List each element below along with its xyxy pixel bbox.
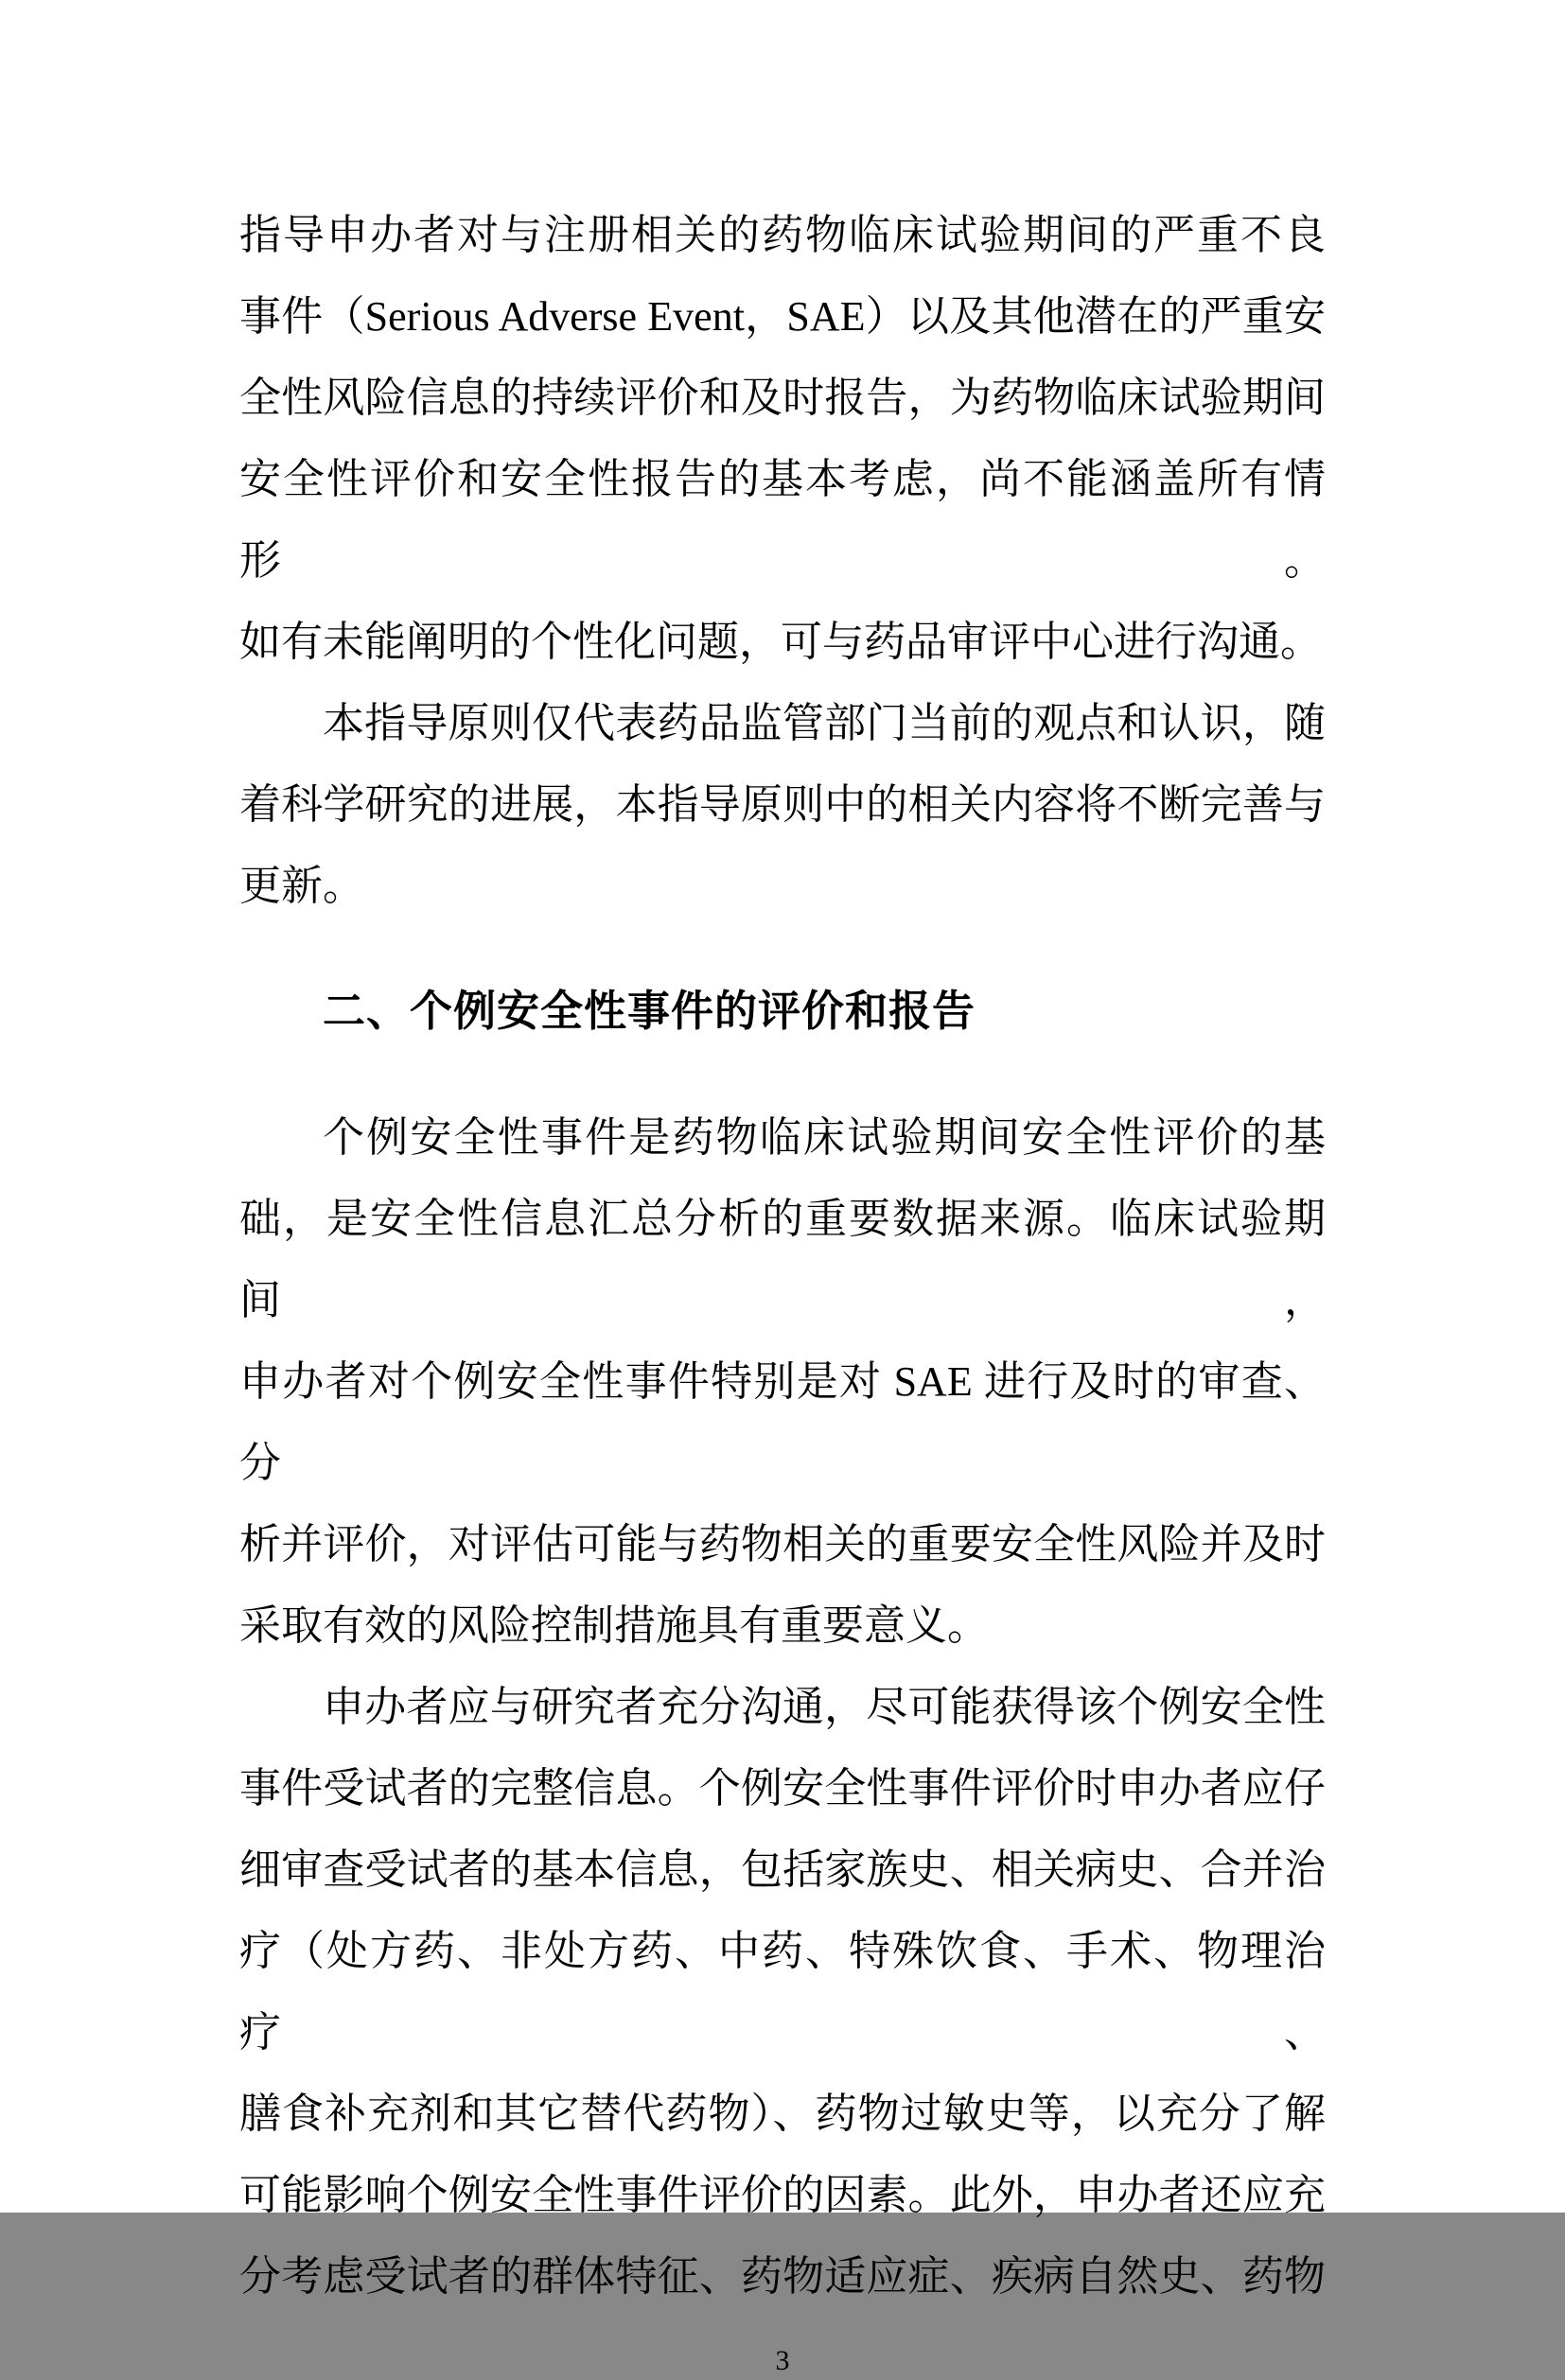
page-content bbox=[239, 195, 1326, 2380]
paragraph bbox=[239, 1667, 1326, 2318]
text-line: 础，是安全性信息汇总分析的重要数据来源。临床试验期间， bbox=[239, 1196, 1326, 1323]
text-line: 着科学研究的进展，本指导原则中的相关内容将不断完善与 bbox=[239, 781, 1326, 828]
text-line: 可能影响个例安全性事件评价的因素。此外，申办者还应充 bbox=[239, 2172, 1326, 2218]
paragraph-continuation bbox=[239, 195, 1326, 683]
text-line: 申办者对个例安全性事件特别是对 SAE 进行及时的审查、分 bbox=[239, 1358, 1326, 1486]
text-line: 析并评价，对评估可能与药物相关的重要安全性风险并及时 bbox=[239, 1521, 1326, 1567]
text-line: 事件（Serious Adverse Event，SAE）以及其他潜在的严重安 bbox=[239, 293, 1326, 340]
text-line: 如有未能阐明的个性化问题，可与药品审评中心进行沟通。 bbox=[239, 619, 1322, 665]
paragraph bbox=[239, 1097, 1326, 1667]
text-line: 细审查受试者的基本信息，包括家族史、相关病史、合并治 bbox=[239, 1846, 1326, 1893]
text-line: 更新。 bbox=[239, 863, 364, 909]
text-line: 个例安全性事件是药物临床试验期间安全性评价的基 bbox=[323, 1114, 1326, 1161]
text-line: 申办者应与研究者充分沟通，尽可能获得该个例安全性 bbox=[323, 1684, 1326, 1730]
section-heading: 二、个例安全性事件的评价和报告 bbox=[323, 986, 976, 1036]
paragraph bbox=[239, 683, 1326, 927]
text-line: 膳食补充剂和其它替代药物）、药物过敏史等，以充分了解 bbox=[239, 2091, 1326, 2137]
text-line: 安全性评价和安全性报告的基本考虑，尚不能涵盖所有情形。 bbox=[239, 456, 1326, 584]
text-line: 指导申办者对与注册相关的药物临床试验期间的严重不良 bbox=[239, 212, 1326, 258]
page-number: 3 bbox=[775, 2345, 790, 2376]
text-line: 分考虑受试者的群体特征、药物适应症、疾病自然史、药物 bbox=[239, 2253, 1326, 2300]
text-line: 疗（处方药、非处方药、中药、特殊饮食、手术、物理治疗、 bbox=[239, 1928, 1326, 2056]
text-line: 本指导原则仅代表药品监管部门当前的观点和认识，随 bbox=[323, 700, 1326, 746]
text-line: 全性风险信息的持续评价和及时报告，为药物临床试验期间 bbox=[239, 375, 1326, 421]
text-line: 采取有效的风险控制措施具有重要意义。 bbox=[239, 1602, 989, 1649]
text-line: 事件受试者的完整信息。个例安全性事件评价时申办者应仔 bbox=[239, 1765, 1326, 1811]
